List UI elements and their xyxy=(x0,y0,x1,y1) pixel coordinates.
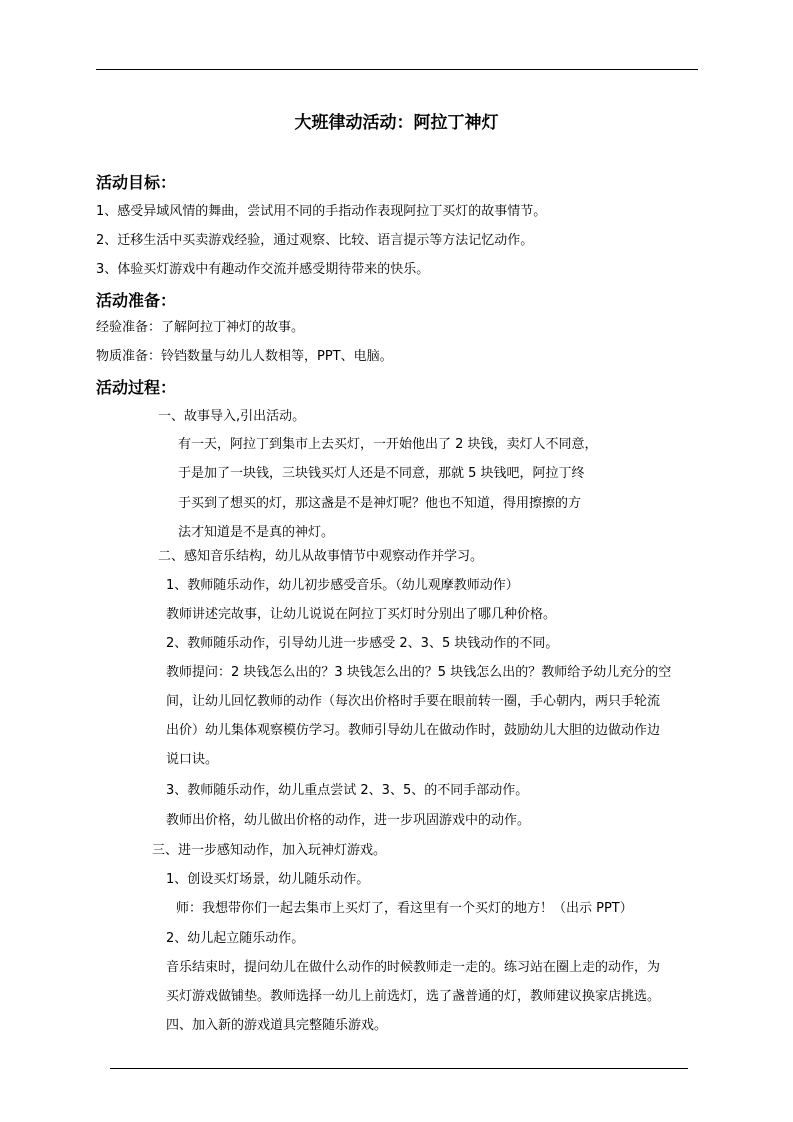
process-line: 音乐结束时，提问幼儿在做什么动作的时候教师走一走的。练习站在圈上走的动作，为 xyxy=(166,960,661,975)
process-line: 于是加了一块钱，三块钱买灯人还是不同意，那就 5 块钱吧，阿拉丁终 xyxy=(178,466,585,481)
process-line: 师：我想带你们一起去集市上买灯了，看这里有一个买灯的地方！（出示 PPT） xyxy=(176,901,633,916)
heading-goals: 活动目标： xyxy=(96,173,177,192)
process-line: 1、教师随乐动作，幼儿初步感受音乐。（幼儿观摩教师动作） xyxy=(166,578,519,593)
goal-item: 2、迁移生活中买卖游戏经验，通过观察、比较、语言提示等方法记忆动作。 xyxy=(96,233,534,248)
goal-item: 1、感受异域风情的舞曲，尝试用不同的手指动作表现阿拉丁买灯的故事情节。 xyxy=(96,204,547,219)
process-line: 教师提问：2 块钱怎么出的？3 块钱怎么出的？5 块钱怎么出的？教师给予幼儿充分的空 xyxy=(166,665,672,680)
process-line: 于买到了想买的灯，那这盏是不是神灯呢？他也不知道，得用擦擦的方 xyxy=(178,496,582,511)
process-line: 说口诀。 xyxy=(166,752,219,767)
goal-item: 3、体验买灯游戏中有趣动作交流并感受期待带来的快乐。 xyxy=(96,262,430,277)
preparation-item: 物质准备：铃铛数量与幼儿人数相等，PPT、电脑。 xyxy=(96,349,393,364)
process-line: 1、创设买灯场景，幼儿随乐动作。 xyxy=(166,872,370,887)
process-line: 2、教师随乐动作，引导幼儿进一步感受 2、3、5 块钱动作的不同。 xyxy=(166,636,559,651)
heading-preparation: 活动准备： xyxy=(96,291,177,310)
process-line: 出价）幼儿集体观察模仿学习。教师引导幼儿在做动作时，鼓励幼儿大胆的边做动作边 xyxy=(166,723,661,738)
process-line: 法才知道是不是真的神灯。 xyxy=(178,525,335,540)
process-line: 有一天，阿拉丁到集市上去买灯，一开始他出了 2 块钱，卖灯人不同意， xyxy=(178,437,598,452)
process-line: 教师讲述完故事，让幼儿说说在阿拉丁买灯时分别出了哪几种价格。 xyxy=(166,607,557,622)
process-step-heading: 二、感知音乐结构，幼儿从故事情节中观察动作并学习。 xyxy=(158,549,484,564)
process-line: 3、教师随乐动作，幼儿重点尝试 2、3、5、的不同手部动作。 xyxy=(166,783,529,798)
process-line: 2、幼儿起立随乐动作。 xyxy=(166,931,305,946)
process-line: 间，让幼儿回忆教师的动作（每次出价格时手要在眼前转一圈，手心朝内，两只手轮流 xyxy=(166,694,661,709)
preparation-item: 经验准备：了解阿拉丁神灯的故事。 xyxy=(96,320,305,335)
document-title: 大班律动活动：阿拉丁神灯 xyxy=(294,113,499,133)
process-line: 教师出价格，幼儿做出价格的动作，进一步巩固游戏中的动作。 xyxy=(166,813,531,828)
process-step-heading: 三、进一步感知动作，加入玩神灯游戏。 xyxy=(152,843,387,858)
process-line: 买灯游戏做铺垫。教师选择一幼儿上前选灯，选了盏普通的灯，教师建议换家店挑选。 xyxy=(166,989,661,1004)
process-step-heading: 四、加入新的游戏道具完整随乐游戏。 xyxy=(166,1018,388,1033)
heading-process: 活动过程： xyxy=(96,378,177,397)
footer-rule xyxy=(110,1068,688,1069)
header-rule xyxy=(96,69,698,70)
process-step-heading: 一、故事导入,引出活动。 xyxy=(158,409,306,424)
